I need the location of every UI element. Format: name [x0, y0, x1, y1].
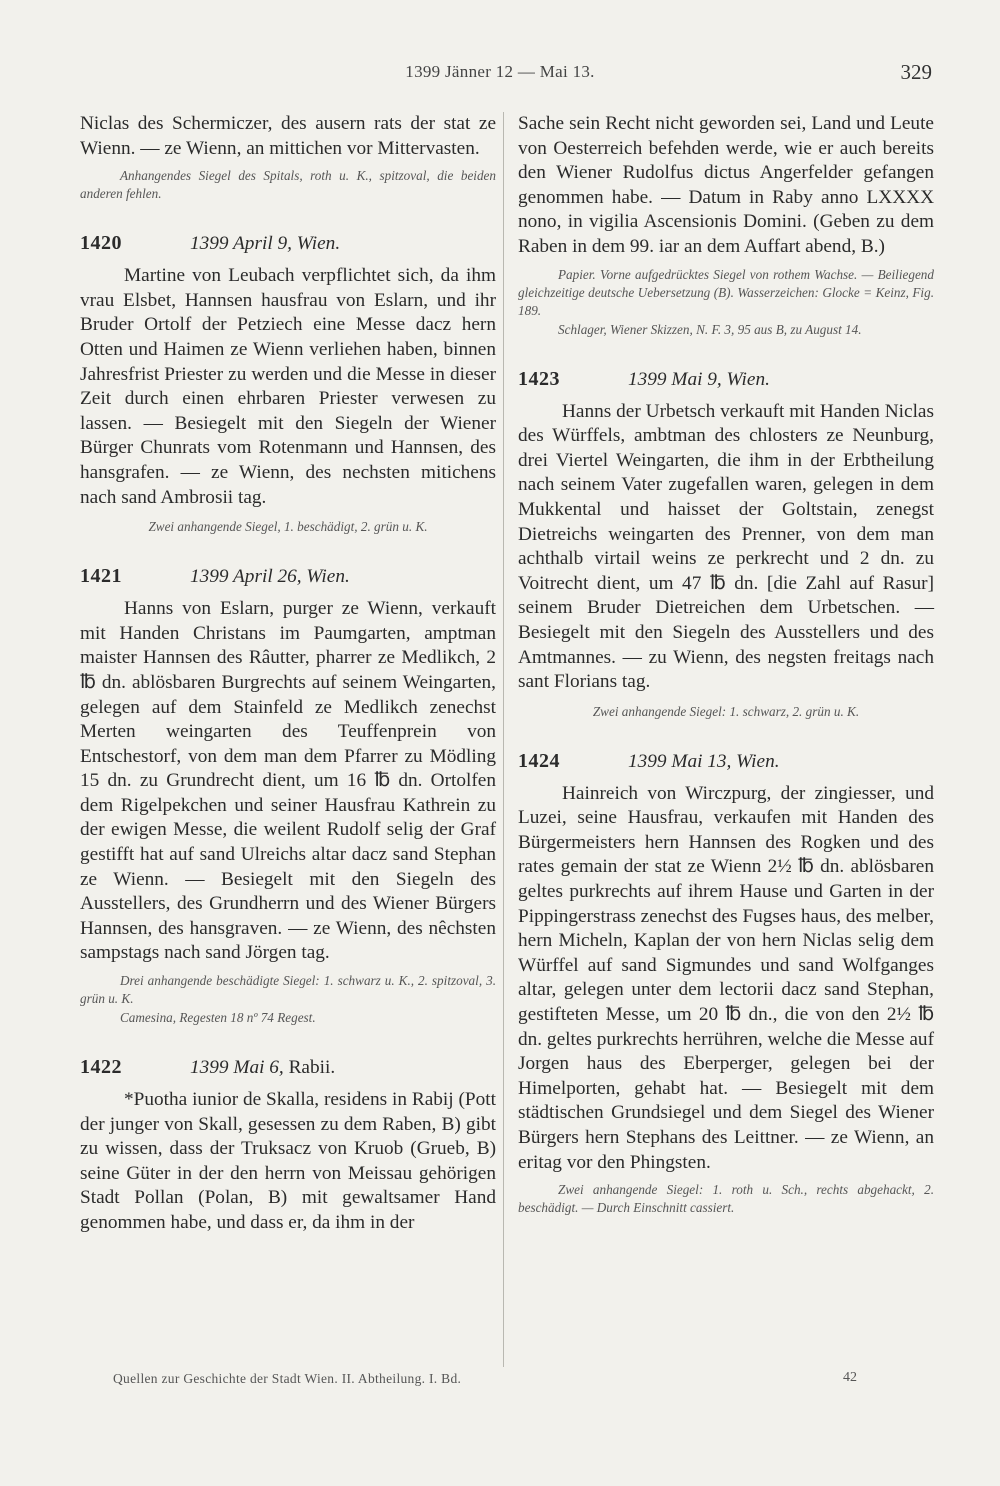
running-title: 1399 Jänner 12 — Mai 13. — [405, 62, 595, 81]
entry-text-1420: Martine von Leubach verpflichtet sich, da ihm vrau Elsbet, Hannsen hausfrau von Eslarn, und ihr Bruder Ortolf der Petziech eine Messe dacz hern Otten und Haimen ze Wienn verliehen haben, binnen Jahresfrist Priester zu werden und die Messe in dieser Zeit durch einen ehrbaren Priester verwesen zu lassen. — Besiegelt mit den Siegeln der Wiener Bürger Chunrats vom Rotenmann und Hannsen, des hansgrafen. — ze Wienn, des nechsten mitichens nach sand Ambrosii tag. — [80, 265, 496, 508]
entry-heading-1420 — [80, 231, 496, 256]
entry-text-1423: Hanns der Urbetsch verkauft mit Handen Niclas des Würffels, ambtman des chlosters ze Neunburg, drei Viertel Weingarten, die ihm in der Erbtheilung nach seinem Vater zugefallen waren, gelegen in dem Mukkental und haisset der Goltstain, zenegst Dietreichs weingarten des Prenner, von dem man achthalb virtail weins ze perkrecht und 2 dn. zu Voitrecht dient, um 47 ℔ dn. [die Zahl auf Rasur] seinem Bruder Dietreichen dem Urbetschen. — Besiegelt mit den Siegeln des Ausstellers und des Amtmannes. — zu Wienn, des negsten freitags nach sant Florians tag. — [518, 400, 934, 693]
entry-place: Rabii. — [288, 1057, 336, 1079]
seal-note: Drei anhangende beschädigte Siegel: 1. schwarz u. K., 2. spitzoval, 3. grün u. K. — [80, 973, 496, 1007]
entry-number: 1423 — [518, 367, 560, 390]
entry-heading-1423 — [518, 367, 934, 392]
running-header — [0, 62, 1000, 92]
seal-note: Zwei anhangende Siegel: 1. roth u. Sch., rechts abgehackt, 2. beschädigt. — Durch Einschnitt cassiert. — [518, 1182, 934, 1216]
footer-credit: Quellen zur Geschichte der Stadt Wien. II. Abtheilung. I. Bd. — [113, 1371, 462, 1386]
left-column — [80, 112, 496, 1236]
entry-number: 1422 — [80, 1056, 122, 1079]
literature-note: Schlager, Wiener Skizzen, N. F. 3, 95 aus B, zu August 14. — [558, 321, 862, 337]
entry-date: 1399 April 9, Wien. — [190, 233, 341, 255]
entry-date: 1399 Mai 9, Wien. — [628, 368, 770, 390]
entry-text-1421: Hanns von Eslarn, purger ze Wienn, verkauft mit Handen Christans im Paumgarten, amptman maister Hannsen des Râutter, pharrer ze Medlikch, 2 ℔ dn. ablösbaren Burgrechts auf seinem Weingarten, gelegen auf dem Stainfeld ze Medlikch zenechst Merten weingarten des Teuffenprein von Entschestorf, von dem man dem Pfarrer zu Mödling 15 dn. zu Grundrecht dient, um 16 ℔ dn. Ortolfen dem Rigelpekchen und seiner Hausfrau Kathrein zu der ewigen Messe, die weilent Rudolf selig der Graf gestifft hat auf sand Ulreichs altar dacz sand Stephan ze Wienn. — Besiegelt mit den Siegeln des Ausstellers, des Grundherrn und des Wiener Bürgers Hannsen, des hansgraven. — ze Wienn, des nêchsten sampstags nach sand Jörgen tag. — [80, 598, 496, 964]
entry-heading-1421 — [80, 564, 496, 589]
entry-date: 1399 Mai 13, Wien. — [628, 750, 780, 772]
signature-mark: 42 — [843, 1370, 857, 1385]
right-column — [518, 112, 934, 1217]
page-footer — [0, 1363, 1000, 1391]
seal-note: Zwei anhangende Siegel: 1. schwarz, 2. grün u. K. — [592, 703, 860, 719]
entry-text-1424: Hainreich von Wirczpurg, der zingiesser, und Luzei, seine Hausfrau, verkaufen mit Handen des Bürgermeisters hern Hannsen des Rogken und des rates gemain der stat ze Wienn 2½ ℔ dn. ablösbaren geltes purkrechts auf ihrem Hause und Garten in der Pippingerstrass zenechst des Fugses haus, des melber, hern Micheln, Kaplan der von hern Niclas selig dem Würffel auf sand Sigmundes und sand Wolfganges altar, gelegen unter dem lectorii dacz sand Stephan, gestifteten Messe, um 20 ℔ dn., die von den 2½ ℔ dn. geltes purkrechts herrühren, welche die Messe auf Jorgen haus des Eberperger, gelegen bei der Himelporten, gehabt hat. — Besiegelt mit dem städtischen Grundsiegel und dem Siegel des Wiener Bürgers hern Stephans des Leittner. — ze Wienn, an eritag vor den Phingsten. — [518, 782, 934, 1173]
entry-heading-1424 — [518, 749, 934, 774]
entry-number: 1421 — [80, 565, 122, 588]
column-divider — [503, 112, 504, 1367]
seal-note: Zwei anhangende Siegel, 1. beschädigt, 2. grün u. K. — [148, 519, 428, 535]
page-number: 329 — [900, 60, 932, 84]
continued-text: Sache sein Recht nicht geworden sei, Land und Leute von Oesterreich befehden werde, wie er auch bereits den Wiener Rudolfus dictus Angerfelder gefangen genommen habe. — Datum in Raby anno LXXXX nono, in vigilia Ascensionis Domini. (Geben zu dem Raben in dem 99. iar an dem Auffart abend, B.) — [518, 113, 934, 257]
continued-text: Niclas des Schermiczer, des ausern rats der stat ze Wienn. — ze Wienn, an mittichen vor Mittervasten. — [80, 113, 496, 159]
entry-number: 1424 — [518, 749, 560, 772]
entry-date: 1399 April 26, Wien. — [190, 566, 350, 588]
literature-note: Camesina, Regesten 18 nº 74 Regest. — [120, 1010, 316, 1026]
entry-text-1422: *Puotha iunior de Skalla, residens in Rabij (Pott der junger von Skall, gesessen zu dem Raben, B) gibt zu wissen, dass der Truksacz von Kruob (Grueb, B) seine Güter in der den herrn von Meissau gehörigen Stadt Pollan (Polan, B) mit gewaltsamer Hand genommen habe, und dass er, da ihm in der — [80, 1089, 496, 1233]
entry-date: 1399 Mai 6, — [190, 1057, 284, 1079]
entry-heading-1422 — [80, 1055, 496, 1080]
document-note: Papier. Vorne aufgedrücktes Siegel von rothem Wachse. — Beiliegend gleichzeitige deutsche Uebersetzung (B). Wasserzeichen: Glocke = Keinz, Fig. 189. — [518, 266, 934, 318]
seal-note: Anhangendes Siegel des Spitals, roth u. K., spitzoval, die beiden anderen fehlen. — [80, 168, 496, 202]
entry-number: 1420 — [80, 232, 122, 255]
